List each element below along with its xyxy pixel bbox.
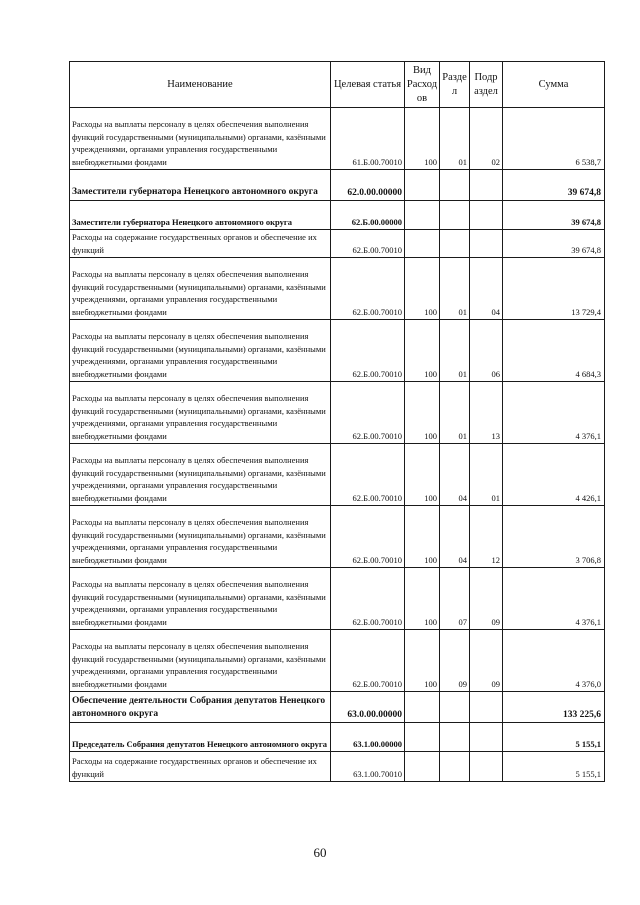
row-name: Расходы на выплаты персоналу в целях обеспечения выполнения функций государственными (муниципальными) органами, казёнными учреждениями, органами управления государственными внебюджетными фондами	[70, 108, 331, 170]
row-section	[440, 230, 470, 258]
row-subsection	[470, 692, 503, 723]
row-name: Расходы на выплаты персоналу в целях обеспечения выполнения функций государственными (муниципальными) органами, казёнными учреждениями, органами управления государственными внебюджетными фондами	[70, 320, 331, 382]
header-target-article: Целевая статья	[331, 62, 405, 108]
row-kind: 100	[405, 320, 440, 382]
row-subsection: 12	[470, 506, 503, 568]
header-sum: Сумма	[503, 62, 605, 108]
table-row	[70, 506, 605, 568]
row-target: 63.1.00.00000	[331, 723, 405, 752]
row-kind: 100	[405, 382, 440, 444]
row-sum: 39 674,8	[503, 230, 605, 258]
row-target: 62.Б.00.70010	[331, 320, 405, 382]
page-number: 60	[313, 845, 327, 860]
row-subsection	[470, 723, 503, 752]
row-section: 07	[440, 568, 470, 630]
table-row	[70, 692, 605, 723]
row-kind	[405, 723, 440, 752]
row-kind	[405, 230, 440, 258]
row-kind: 100	[405, 506, 440, 568]
table-row	[70, 568, 605, 630]
row-kind	[405, 170, 440, 201]
row-section	[440, 692, 470, 723]
row-name: Расходы на выплаты персоналу в целях обеспечения выполнения функций государственными (муниципальными) органами, казёнными учреждениями, органами управления государственными внебюджетными фондами	[70, 444, 331, 506]
row-name: Расходы на выплаты персоналу в целях обеспечения выполнения функций государственными (муниципальными) органами, казёнными учреждениями, органами управления государственными внебюджетными фондами	[70, 630, 331, 692]
row-sum: 5 155,1	[503, 752, 605, 782]
header-name: Наименование	[70, 62, 331, 108]
row-target: 63.0.00.00000	[331, 692, 405, 723]
row-name: Расходы на содержание государственных органов и обеспечение их функций	[70, 230, 331, 258]
table-row	[70, 170, 605, 201]
row-subsection: 09	[470, 568, 503, 630]
row-subsection: 01	[470, 444, 503, 506]
row-section	[440, 752, 470, 782]
row-subsection	[470, 752, 503, 782]
row-subsection	[470, 201, 503, 230]
row-sum: 4 376,1	[503, 382, 605, 444]
row-target: 62.Б.00.70010	[331, 506, 405, 568]
row-kind: 100	[405, 258, 440, 320]
budget-table	[69, 61, 605, 782]
table-row	[70, 320, 605, 382]
row-sum: 39 674,8	[503, 170, 605, 201]
row-subsection: 09	[470, 630, 503, 692]
row-kind: 100	[405, 630, 440, 692]
table-row	[70, 630, 605, 692]
table-row	[70, 723, 605, 752]
table-row	[70, 230, 605, 258]
row-sum: 3 706,8	[503, 506, 605, 568]
row-kind	[405, 692, 440, 723]
row-target: 62.Б.00.70010	[331, 568, 405, 630]
row-section: 04	[440, 444, 470, 506]
row-name: Председатель Собрания депутатов Ненецкого автономного округа	[70, 723, 331, 752]
row-target: 62.0.00.00000	[331, 170, 405, 201]
header-section: Разде л	[440, 62, 470, 108]
row-sum: 133 225,6	[503, 692, 605, 723]
header-expense-kind: Вид Расход ов	[405, 62, 440, 108]
row-name: Заместители губернатора Ненецкого автономного округа	[70, 201, 331, 230]
row-target: 62.Б.00.00000	[331, 201, 405, 230]
row-name: Заместители губернатора Ненецкого автономного округа	[70, 170, 331, 201]
row-kind: 100	[405, 108, 440, 170]
row-sum: 4 426,1	[503, 444, 605, 506]
row-target: 62.Б.00.70010	[331, 630, 405, 692]
row-target: 62.Б.00.70010	[331, 230, 405, 258]
row-section: 04	[440, 506, 470, 568]
row-section: 01	[440, 258, 470, 320]
row-sum: 13 729,4	[503, 258, 605, 320]
row-sum: 4 376,1	[503, 568, 605, 630]
header-subsection: Подр аздел	[470, 62, 503, 108]
row-name: Расходы на выплаты персоналу в целях обеспечения выполнения функций государственными (муниципальными) органами, казёнными учреждениями, органами управления государственными внебюджетными фондами	[70, 258, 331, 320]
row-sum: 5 155,1	[503, 723, 605, 752]
row-target: 62.Б.00.70010	[331, 382, 405, 444]
row-name: Расходы на выплаты персоналу в целях обеспечения выполнения функций государственными (муниципальными) органами, казёнными учреждениями, органами управления государственными внебюджетными фондами	[70, 382, 331, 444]
table-row	[70, 444, 605, 506]
table-row	[70, 752, 605, 782]
row-section	[440, 201, 470, 230]
row-section	[440, 170, 470, 201]
row-target: 62.Б.00.70010	[331, 258, 405, 320]
row-section: 01	[440, 108, 470, 170]
row-sum: 6 538,7	[503, 108, 605, 170]
row-subsection: 02	[470, 108, 503, 170]
row-sum: 4 376,0	[503, 630, 605, 692]
row-subsection: 06	[470, 320, 503, 382]
row-name: Расходы на выплаты персоналу в целях обеспечения выполнения функций государственными (муниципальными) органами, казёнными учреждениями, органами управления государственными внебюджетными фондами	[70, 568, 331, 630]
row-name: Обеспечение деятельности Собрания депутатов Ненецкого автономного округа	[70, 692, 331, 723]
table-row	[70, 258, 605, 320]
row-section: 01	[440, 320, 470, 382]
row-subsection: 04	[470, 258, 503, 320]
row-subsection: 13	[470, 382, 503, 444]
row-sum: 39 674,8	[503, 201, 605, 230]
row-section	[440, 723, 470, 752]
row-target: 62.Б.00.70010	[331, 444, 405, 506]
table-row	[70, 201, 605, 230]
row-target: 61.Б.00.70010	[331, 108, 405, 170]
row-kind: 100	[405, 568, 440, 630]
table-header-row	[70, 62, 605, 108]
row-subsection	[470, 230, 503, 258]
table-row	[70, 108, 605, 170]
row-kind: 100	[405, 444, 440, 506]
row-name: Расходы на содержание государственных органов и обеспечение их функций	[70, 752, 331, 782]
table-row	[70, 382, 605, 444]
row-section: 09	[440, 630, 470, 692]
row-subsection	[470, 170, 503, 201]
row-target: 63.1.00.70010	[331, 752, 405, 782]
row-sum: 4 684,3	[503, 320, 605, 382]
row-kind	[405, 201, 440, 230]
row-kind	[405, 752, 440, 782]
row-section: 01	[440, 382, 470, 444]
row-name: Расходы на выплаты персоналу в целях обеспечения выполнения функций государственными (муниципальными) органами, казёнными учреждениями, органами управления государственными внебюджетными фондами	[70, 506, 331, 568]
